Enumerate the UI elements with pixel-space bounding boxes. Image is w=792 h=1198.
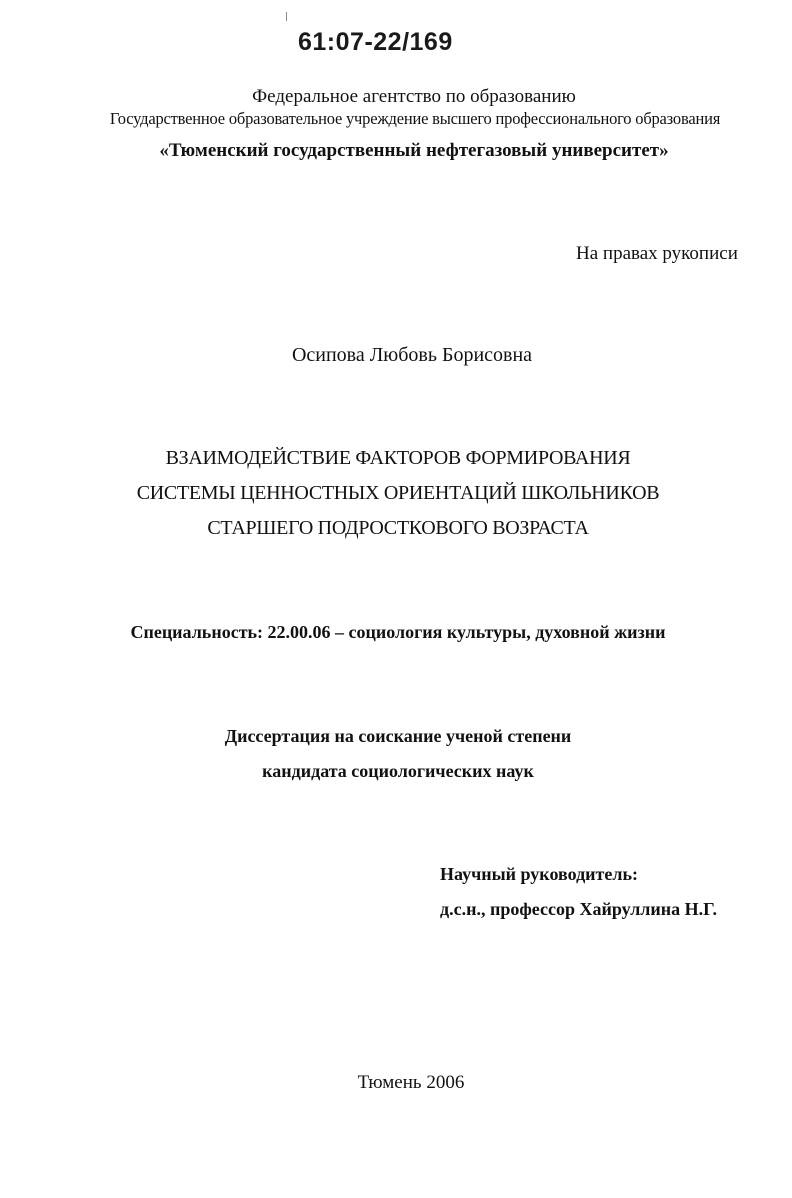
title-line-3: СТАРШЕГО ПОДРОСТКОВОГО ВОЗРАСТА [207, 517, 589, 539]
catalog-code: 61:07-22/169 [298, 28, 453, 56]
agency-name: Федеральное агентство по образованию [252, 86, 576, 107]
rights-note: На правах рукописи [576, 243, 738, 264]
specialty: Специальность: 22.00.06 – социология культуры, духовной жизни [130, 622, 666, 642]
supervisor-label: Научный руководитель: [440, 864, 638, 884]
title-line-2: СИСТЕМЫ ЦЕННОСТНЫХ ОРИЕНТАЦИЙ ШКОЛЬНИКОВ [136, 482, 660, 504]
university-name: «Тюменский государственный нефтегазовый университет» [159, 140, 669, 161]
title-line-1: ВЗАИМОДЕЙСТВИЕ ФАКТОРОВ ФОРМИРОВАНИЯ [165, 447, 631, 469]
author-name: Осипова Любовь Борисовна [291, 344, 533, 366]
dissertation-line-2: кандидата социологических наук [262, 761, 534, 781]
institution-name: Государственное образовательное учреждение высшего профессионального образования [109, 109, 721, 128]
dissertation-line-1: Диссертация на соискание ученой степени [224, 726, 572, 746]
scan-mark [286, 12, 287, 21]
city-year: Тюмень 2006 [357, 1072, 465, 1093]
supervisor-name: д.с.н., профессор Хайруллина Н.Г. [440, 899, 718, 919]
